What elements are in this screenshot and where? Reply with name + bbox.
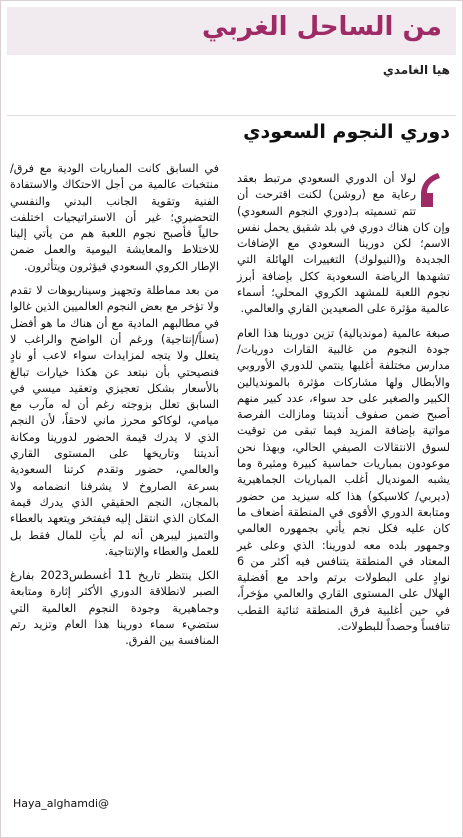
paragraph: صبغة عالمية (مونديالية) تزين دورينا هذا العام جودة النجوم من غالبية القارات دوريات/مدارس مختلفة أغلبها ينتمي للدوري الأوروبي والأبطال ولها مشاركات مؤثرة بالمونديالين الكبير والصغير على حد سواء، عدد كبير منهم أصبح ضمن صفوف أنديتنا ومازالت الفرصة مواتية بإضافة المزيد فيما تبقى من توقيت لسوق الانتقالات الصيفي الحالي، وبهذا نحن موعودون بمباريات حماسية كبيرة ومثيرة وما يشبه المونديال أغلب المباريات الجماهيرية (ديربي/ كلاسيكو) هذا كله سيزيد من حضور ومتابعة الدوري الأقوى في المنطقة أضعاف ما كان عليه فكل نجم يأتي بجمهوره العالمي وجمهور بلده معه لدورينا: الذي وعلى غير المعتاد في المنطقة يتنافس فيه أكثر من 6 نوادٍ على البطولات برتم واحد مع أفضلية الهلال على المستوى القاري والعالمي مؤخراً، في حين أغلبية فرق المنطقة ثنائية القطب تنافساً وحصداً للبطولات. [237, 326, 450, 634]
author-email: Haya_alghamdi@ [13, 797, 110, 810]
article-column-right [237, 171, 450, 635]
section-header [7, 7, 456, 55]
paragraph-gap [10, 560, 219, 568]
paragraph-gap [237, 318, 450, 326]
author-name: هيا الغامدي [382, 63, 450, 77]
article-headline: دوري النجوم السعودي [243, 121, 450, 143]
paragraph-gap [10, 275, 219, 283]
paragraph: لولا أن الدوري السعودي مرتبط بعقد رعاية مع (روشن) لكنت اقترحت أن تتم تسميته بـ(دوري النجوم السعودي) وإن كان هناك دوري في بلد شقيق يحمل نفس الاسم؛ لكن دورينا السعودي مع الإضافات الجديدة و(النيولوك) التغييرات الهائلة التي تشهدها الرياضة السعودية ككل بإضافة أبرز نجوم اللعبة للمشهد الكروي المحلي؛ أسماء عالمية مؤثرة على الصعيدين القاري والعالمي. [237, 172, 450, 316]
article-column-left [10, 161, 219, 650]
section-title: من الساحل الغربي [201, 12, 442, 42]
paragraph: الكل ينتظر تاريخ 11 أغسطس2023 بفارغ الصبر لانطلاقة الدوري الأكثر إثارة ومتابعة وجماهيرية وجودة النجوم العالمية التي ستضيء سماء دورينا هذا العام وتزيد رتم المنافسة بين الفرق. [10, 569, 220, 648]
header-divider [7, 115, 456, 116]
paragraph: من بعد مماطلة وتجهيز وسيناريوهات لا تقدم ولا تؤخر مع بعض النجوم العالميين الذين غالوا في مطالبهم المادية مع أن هناك ما هو أفضل (سناً/إنتاجية) ورغم أن الواضح والراغب لا يتعلل ولا يتجه لمزايدات سواء لاعب أو نادٍ فنصيحتي بأن نبتعد عن هكذا خيارات تبالغ بالأسعار بشكل تعجيزي وتعقيد ميسي في السابق تعلل بزوجته رغم أن له مآرب مع ميامي، لوكاكو محرز ماني لاحقاً، لأن النجم الذي لا يدرك قيمة الحضور لدورينا ومكانة أنديتنا وتاريخها على المستوى القاري والعالمي، حضور وتقدم كرتنا السعودية بسرعة الصاروخ لا يشرفنا انضمامه ولا بالمجان، النجم الحقيقي الذي يدرك قيمة المكان الذي انتقل إليه فيفتخر ويتعهد بالعطاء والتميز ليبرهن أنه لم يأتِ للمال فقط بل للعمل والعطاء والإنتاجية. [10, 284, 219, 558]
quote-mark-icon [416, 171, 450, 209]
paragraph: في السابق كانت المباريات الودية مع فرق/منتخبات عالمية من أجل الاحتكاك والاستفادة الفنية وتقوية الجانب البدني والنفسي التحضيري؛ غير أن الاستراتيجيات اختلفت حالياً فأصبح نجوم اللعبة هم من يأتي إلينا للاختلاط والمعايشة اليومية والعمل ضمن الإطار الكروي السعودي فيؤثرون ويتأثرون. [10, 162, 219, 273]
